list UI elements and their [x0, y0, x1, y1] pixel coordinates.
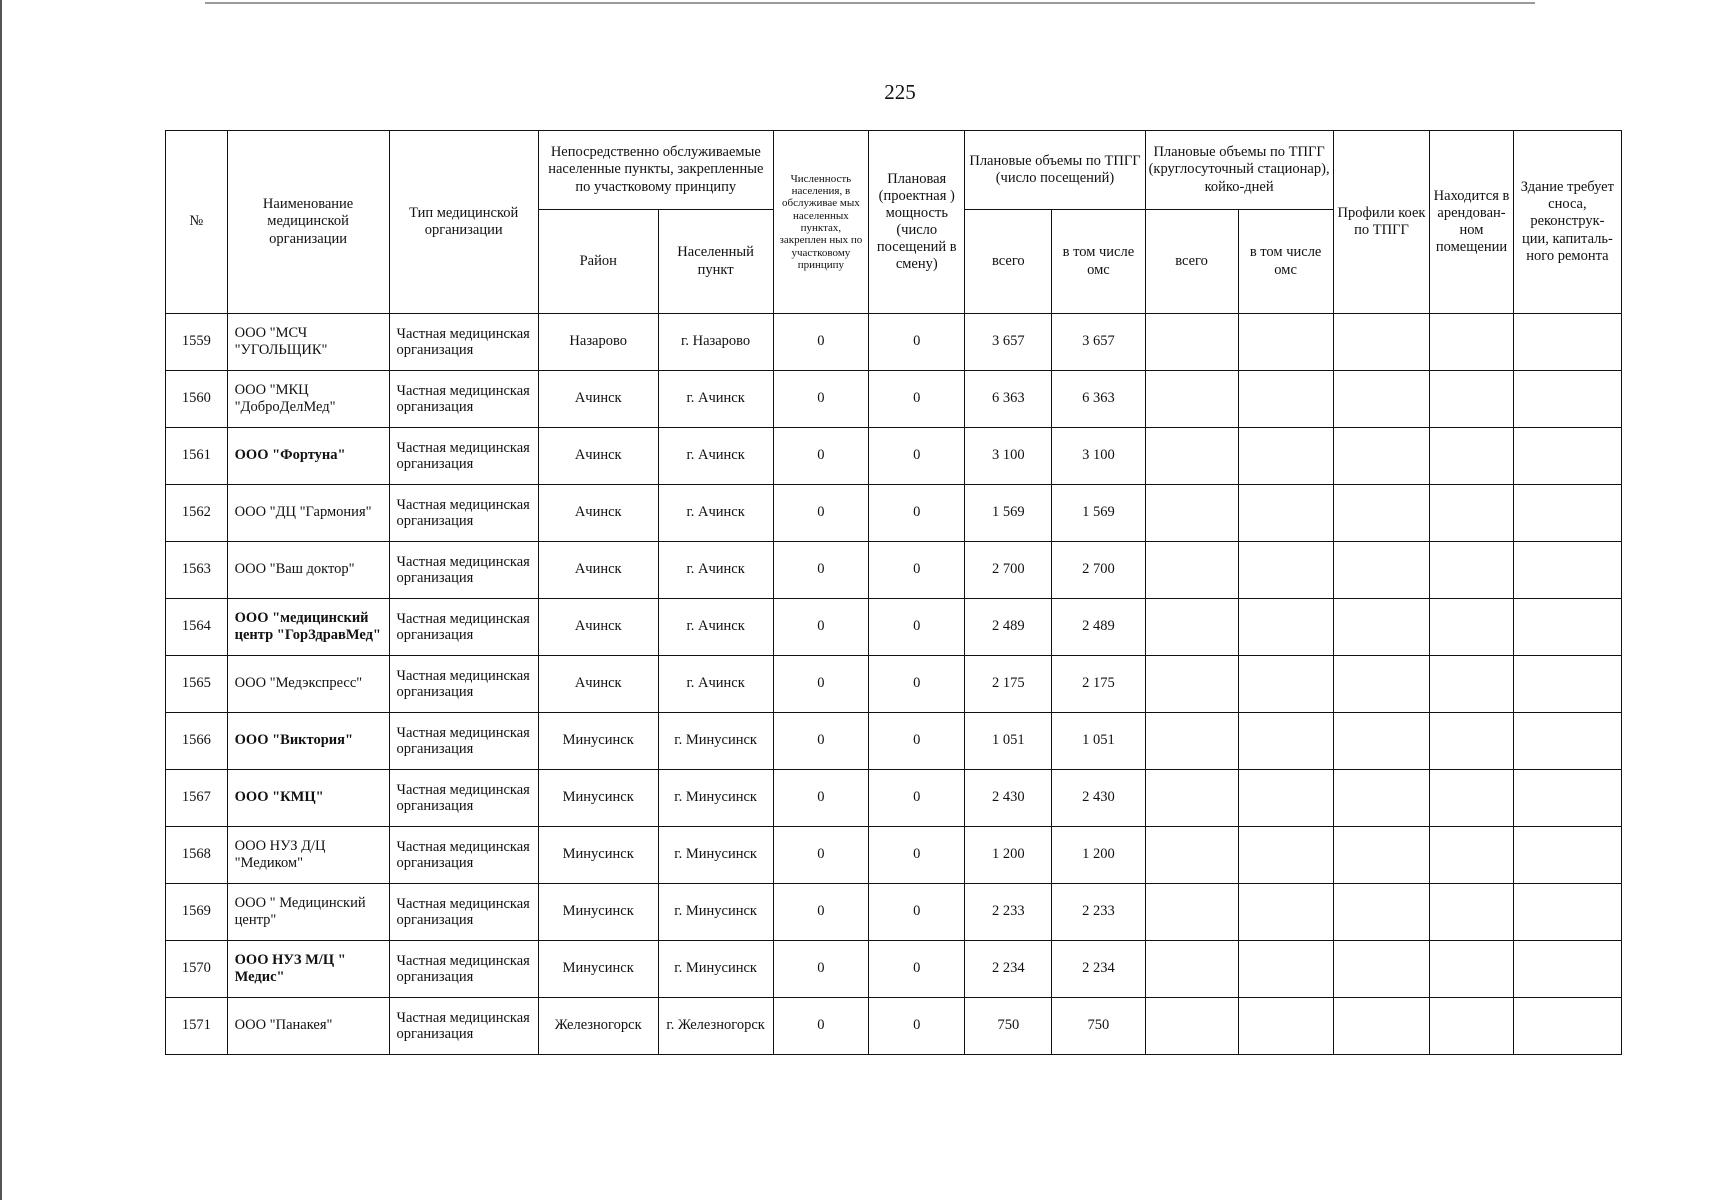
cell-bed-profiles: [1333, 656, 1430, 713]
cell-num: 1570: [166, 941, 228, 998]
cell-population: 0: [773, 656, 868, 713]
cell-bed-days-total: [1145, 371, 1238, 428]
cell-bed-days-total: [1145, 314, 1238, 371]
header-bed-profiles: Профили коек по ТПГГ: [1333, 131, 1430, 314]
cell-bed-profiles: [1333, 485, 1430, 542]
cell-capacity: 0: [869, 656, 965, 713]
cell-settlement: г. Минусинск: [658, 884, 773, 941]
cell-org-name: ООО "ДЦ "Гармония": [227, 485, 389, 542]
cell-settlement: г. Ачинск: [658, 428, 773, 485]
cell-org-name: ООО " Медицинский центр": [227, 884, 389, 941]
cell-visits-total: 1 200: [965, 827, 1052, 884]
cell-rented: [1430, 599, 1513, 656]
header-visits-group: Плановые объемы по ТПГГ (число посещений): [965, 131, 1145, 210]
cell-capacity: 0: [869, 884, 965, 941]
cell-num: 1564: [166, 599, 228, 656]
cell-rented: [1430, 998, 1513, 1055]
cell-rented: [1430, 371, 1513, 428]
cell-capacity: 0: [869, 428, 965, 485]
cell-rented: [1430, 770, 1513, 827]
cell-org-type: Частная медицинская организация: [389, 827, 538, 884]
cell-capacity: 0: [869, 827, 965, 884]
cell-settlement: г. Железногорск: [658, 998, 773, 1055]
header-capacity: Плановая (проектная ) мощность (число посещений в смену): [869, 131, 965, 314]
cell-num: 1560: [166, 371, 228, 428]
cell-org-type: Частная медицинская организация: [389, 599, 538, 656]
cell-visits-total: 2 489: [965, 599, 1052, 656]
cell-visits-oms: 3 100: [1052, 428, 1145, 485]
cell-bed-days-total: [1145, 428, 1238, 485]
cell-district: Железногорск: [538, 998, 658, 1055]
header-bed-days-oms: в том числе омс: [1238, 210, 1333, 314]
cell-org-type: Частная медицинская организация: [389, 542, 538, 599]
table-row: [166, 314, 1723, 371]
cell-building: [1513, 371, 1621, 428]
cell-org-type: Частная медицинская организация: [389, 371, 538, 428]
table-row: [166, 485, 1723, 542]
cell-building: [1513, 770, 1621, 827]
header-district: Район: [538, 210, 658, 314]
cell-settlement: г. Ачинск: [658, 599, 773, 656]
cell-org-name: ООО "Фортуна": [227, 428, 389, 485]
cell-visits-oms: 1 569: [1052, 485, 1145, 542]
page-number: 225: [884, 80, 916, 104]
cell-district: Ачинск: [538, 599, 658, 656]
cell-num: 1559: [166, 314, 228, 371]
cell-population: 0: [773, 827, 868, 884]
cell-bed-profiles: [1333, 542, 1430, 599]
cell-visits-total: 1 569: [965, 485, 1052, 542]
cell-bed-days-oms: [1238, 770, 1333, 827]
cell-capacity: 0: [869, 941, 965, 998]
cell-district: Ачинск: [538, 485, 658, 542]
cell-visits-oms: 2 489: [1052, 599, 1145, 656]
cell-bed-days-oms: [1238, 998, 1333, 1055]
cell-bed-profiles: [1333, 998, 1430, 1055]
cell-org-type: Частная медицинская организация: [389, 998, 538, 1055]
header-visits-oms: в том числе омс: [1052, 210, 1145, 314]
cell-org-type: Частная медицинская организация: [389, 485, 538, 542]
cell-bed-profiles: [1333, 941, 1430, 998]
cell-bed-profiles: [1333, 713, 1430, 770]
cell-population: 0: [773, 542, 868, 599]
cell-population: 0: [773, 314, 868, 371]
cell-num: 1561: [166, 428, 228, 485]
header-bed-days-group: Плановые объемы по ТПГГ (круглосуточный стационар), койко-дней: [1145, 131, 1333, 210]
cell-num: 1567: [166, 770, 228, 827]
cell-org-name: ООО "Ваш доктор": [227, 542, 389, 599]
cell-bed-days-oms: [1238, 656, 1333, 713]
cell-visits-total: 2 234: [965, 941, 1052, 998]
table-row: [166, 428, 1723, 485]
cell-visits-oms: 2 175: [1052, 656, 1145, 713]
cell-capacity: 0: [869, 314, 965, 371]
cell-org-name: ООО НУЗ М/Ц " Медис": [227, 941, 389, 998]
cell-visits-total: 1 051: [965, 713, 1052, 770]
cell-bed-days-oms: [1238, 428, 1333, 485]
cell-bed-days-oms: [1238, 827, 1333, 884]
cell-bed-days-total: [1145, 770, 1238, 827]
cell-visits-oms: 2 700: [1052, 542, 1145, 599]
cell-building: [1513, 998, 1621, 1055]
cell-building: [1513, 428, 1621, 485]
cell-bed-profiles: [1333, 428, 1430, 485]
cell-population: 0: [773, 371, 868, 428]
cell-org-name: ООО "МКЦ "ДоброДелМед": [227, 371, 389, 428]
cell-population: 0: [773, 485, 868, 542]
cell-org-name: ООО "Медэкспресс": [227, 656, 389, 713]
cell-org-type: Частная медицинская организация: [389, 884, 538, 941]
cell-capacity: 0: [869, 599, 965, 656]
cell-num: 1566: [166, 713, 228, 770]
cell-building: [1513, 713, 1621, 770]
cell-visits-total: 3 100: [965, 428, 1052, 485]
cell-bed-days-total: [1145, 884, 1238, 941]
cell-bed-profiles: [1333, 770, 1430, 827]
table-row: [166, 656, 1723, 713]
cell-bed-days-total: [1145, 485, 1238, 542]
cell-district: Ачинск: [538, 656, 658, 713]
cell-org-name: ООО НУЗ Д/Ц "Медиком": [227, 827, 389, 884]
header-org-type: Тип медицинской организации: [389, 131, 538, 314]
table-row: [166, 371, 1723, 428]
cell-rented: [1430, 827, 1513, 884]
cell-settlement: г. Ачинск: [658, 656, 773, 713]
cell-capacity: 0: [869, 770, 965, 827]
cell-bed-days-total: [1145, 998, 1238, 1055]
header-building: Здание требует сноса, реконструк- ции, капиталь- ного ремонта: [1513, 131, 1621, 314]
cell-rented: [1430, 656, 1513, 713]
cell-bed-days-oms: [1238, 542, 1333, 599]
cell-district: Минусинск: [538, 713, 658, 770]
cell-settlement: г. Ачинск: [658, 485, 773, 542]
cell-org-name: ООО "медицинский центр "ГорЗдравМед": [227, 599, 389, 656]
cell-district: Минусинск: [538, 941, 658, 998]
header-rented: Находится в арендован- ном помещении: [1430, 131, 1513, 314]
cell-visits-total: 2 233: [965, 884, 1052, 941]
table-row: [166, 884, 1723, 941]
cell-num: 1568: [166, 827, 228, 884]
header-org-name: Наименование медицинской организации: [227, 131, 389, 314]
cell-building: [1513, 656, 1621, 713]
cell-settlement: г. Минусинск: [658, 827, 773, 884]
table-row: [166, 599, 1723, 656]
cell-visits-total: 750: [965, 998, 1052, 1055]
cell-rented: [1430, 542, 1513, 599]
cell-org-type: Частная медицинская организация: [389, 428, 538, 485]
table-row: [166, 713, 1723, 770]
cell-district: Минусинск: [538, 770, 658, 827]
cell-visits-total: 3 657: [965, 314, 1052, 371]
cell-rented: [1430, 941, 1513, 998]
cell-district: Ачинск: [538, 428, 658, 485]
cell-bed-days-oms: [1238, 599, 1333, 656]
cell-num: 1562: [166, 485, 228, 542]
cell-visits-oms: 750: [1052, 998, 1145, 1055]
header-population: Численность населения, в обслуживае мых населенных пунктах, закреплен ных по участковому принципу: [773, 131, 868, 314]
cell-settlement: г. Минусинск: [658, 941, 773, 998]
cell-visits-total: 6 363: [965, 371, 1052, 428]
cell-bed-profiles: [1333, 884, 1430, 941]
cell-settlement: г. Ачинск: [658, 371, 773, 428]
cell-rented: [1430, 428, 1513, 485]
cell-bed-days-oms: [1238, 713, 1333, 770]
cell-bed-days-oms: [1238, 485, 1333, 542]
cell-district: Минусинск: [538, 827, 658, 884]
table-row: [166, 998, 1723, 1055]
cell-num: 1569: [166, 884, 228, 941]
cell-bed-days-oms: [1238, 314, 1333, 371]
cell-rented: [1430, 713, 1513, 770]
header-bed-days-total: всего: [1145, 210, 1238, 314]
header-visits-total: всего: [965, 210, 1052, 314]
cell-bed-days-total: [1145, 941, 1238, 998]
cell-bed-days-oms: [1238, 941, 1333, 998]
cell-org-name: ООО "МСЧ "УГОЛЬЩИК": [227, 314, 389, 371]
table-row: [166, 827, 1723, 884]
cell-building: [1513, 314, 1621, 371]
cell-org-type: Частная медицинская организация: [389, 314, 538, 371]
cell-population: 0: [773, 884, 868, 941]
cell-population: 0: [773, 941, 868, 998]
cell-population: 0: [773, 428, 868, 485]
cell-visits-oms: 2 234: [1052, 941, 1145, 998]
cell-visits-total: 2 175: [965, 656, 1052, 713]
cell-visits-total: 2 430: [965, 770, 1052, 827]
cell-rented: [1430, 884, 1513, 941]
header-settlements-group: Непосредственно обслуживаемые населенные пункты, закрепленные по участковому принципу: [538, 131, 773, 210]
cell-org-name: ООО "Панакея": [227, 998, 389, 1055]
cell-org-type: Частная медицинская организация: [389, 770, 538, 827]
cell-capacity: 0: [869, 713, 965, 770]
header-settlement: Населенный пункт: [658, 210, 773, 314]
cell-population: 0: [773, 770, 868, 827]
cell-settlement: г. Минусинск: [658, 713, 773, 770]
cell-population: 0: [773, 998, 868, 1055]
cell-visits-oms: 1 051: [1052, 713, 1145, 770]
cell-settlement: г. Назарово: [658, 314, 773, 371]
cell-bed-days-total: [1145, 542, 1238, 599]
cell-population: 0: [773, 599, 868, 656]
cell-capacity: 0: [869, 998, 965, 1055]
cell-bed-profiles: [1333, 371, 1430, 428]
cell-org-type: Частная медицинская организация: [389, 941, 538, 998]
cell-bed-days-total: [1145, 599, 1238, 656]
cell-district: Ачинск: [538, 542, 658, 599]
cell-bed-profiles: [1333, 827, 1430, 884]
table-body: [166, 314, 1723, 1055]
top-rule: [205, 2, 1535, 4]
cell-capacity: 0: [869, 542, 965, 599]
cell-org-type: Частная медицинская организация: [389, 656, 538, 713]
cell-org-name: ООО "Виктория": [227, 713, 389, 770]
cell-bed-days-total: [1145, 827, 1238, 884]
cell-num: 1571: [166, 998, 228, 1055]
cell-visits-oms: 2 233: [1052, 884, 1145, 941]
cell-settlement: г. Минусинск: [658, 770, 773, 827]
table-row: [166, 941, 1723, 998]
cell-bed-profiles: [1333, 314, 1430, 371]
scan-left-edge: [0, 0, 2, 1200]
table-row: [166, 770, 1723, 827]
cell-building: [1513, 599, 1621, 656]
cell-capacity: 0: [869, 485, 965, 542]
table-row: [166, 542, 1723, 599]
cell-org-name: ООО "КМЦ": [227, 770, 389, 827]
cell-visits-total: 2 700: [965, 542, 1052, 599]
header-num: №: [166, 131, 228, 314]
cell-capacity: 0: [869, 371, 965, 428]
cell-population: 0: [773, 713, 868, 770]
cell-building: [1513, 485, 1621, 542]
cell-building: [1513, 542, 1621, 599]
cell-bed-days-oms: [1238, 371, 1333, 428]
cell-visits-oms: 6 363: [1052, 371, 1145, 428]
cell-district: Назарово: [538, 314, 658, 371]
cell-rented: [1430, 485, 1513, 542]
organizations-table: [165, 130, 1723, 1055]
cell-visits-oms: 1 200: [1052, 827, 1145, 884]
cell-org-type: Частная медицинская организация: [389, 713, 538, 770]
cell-district: Минусинск: [538, 884, 658, 941]
cell-building: [1513, 827, 1621, 884]
cell-building: [1513, 884, 1621, 941]
cell-district: Ачинск: [538, 371, 658, 428]
cell-rented: [1430, 314, 1513, 371]
cell-bed-days-total: [1145, 656, 1238, 713]
cell-bed-days-oms: [1238, 884, 1333, 941]
cell-bed-days-total: [1145, 713, 1238, 770]
cell-bed-profiles: [1333, 599, 1430, 656]
cell-building: [1513, 941, 1621, 998]
cell-num: 1563: [166, 542, 228, 599]
cell-visits-oms: 3 657: [1052, 314, 1145, 371]
cell-visits-oms: 2 430: [1052, 770, 1145, 827]
cell-settlement: г. Ачинск: [658, 542, 773, 599]
cell-num: 1565: [166, 656, 228, 713]
